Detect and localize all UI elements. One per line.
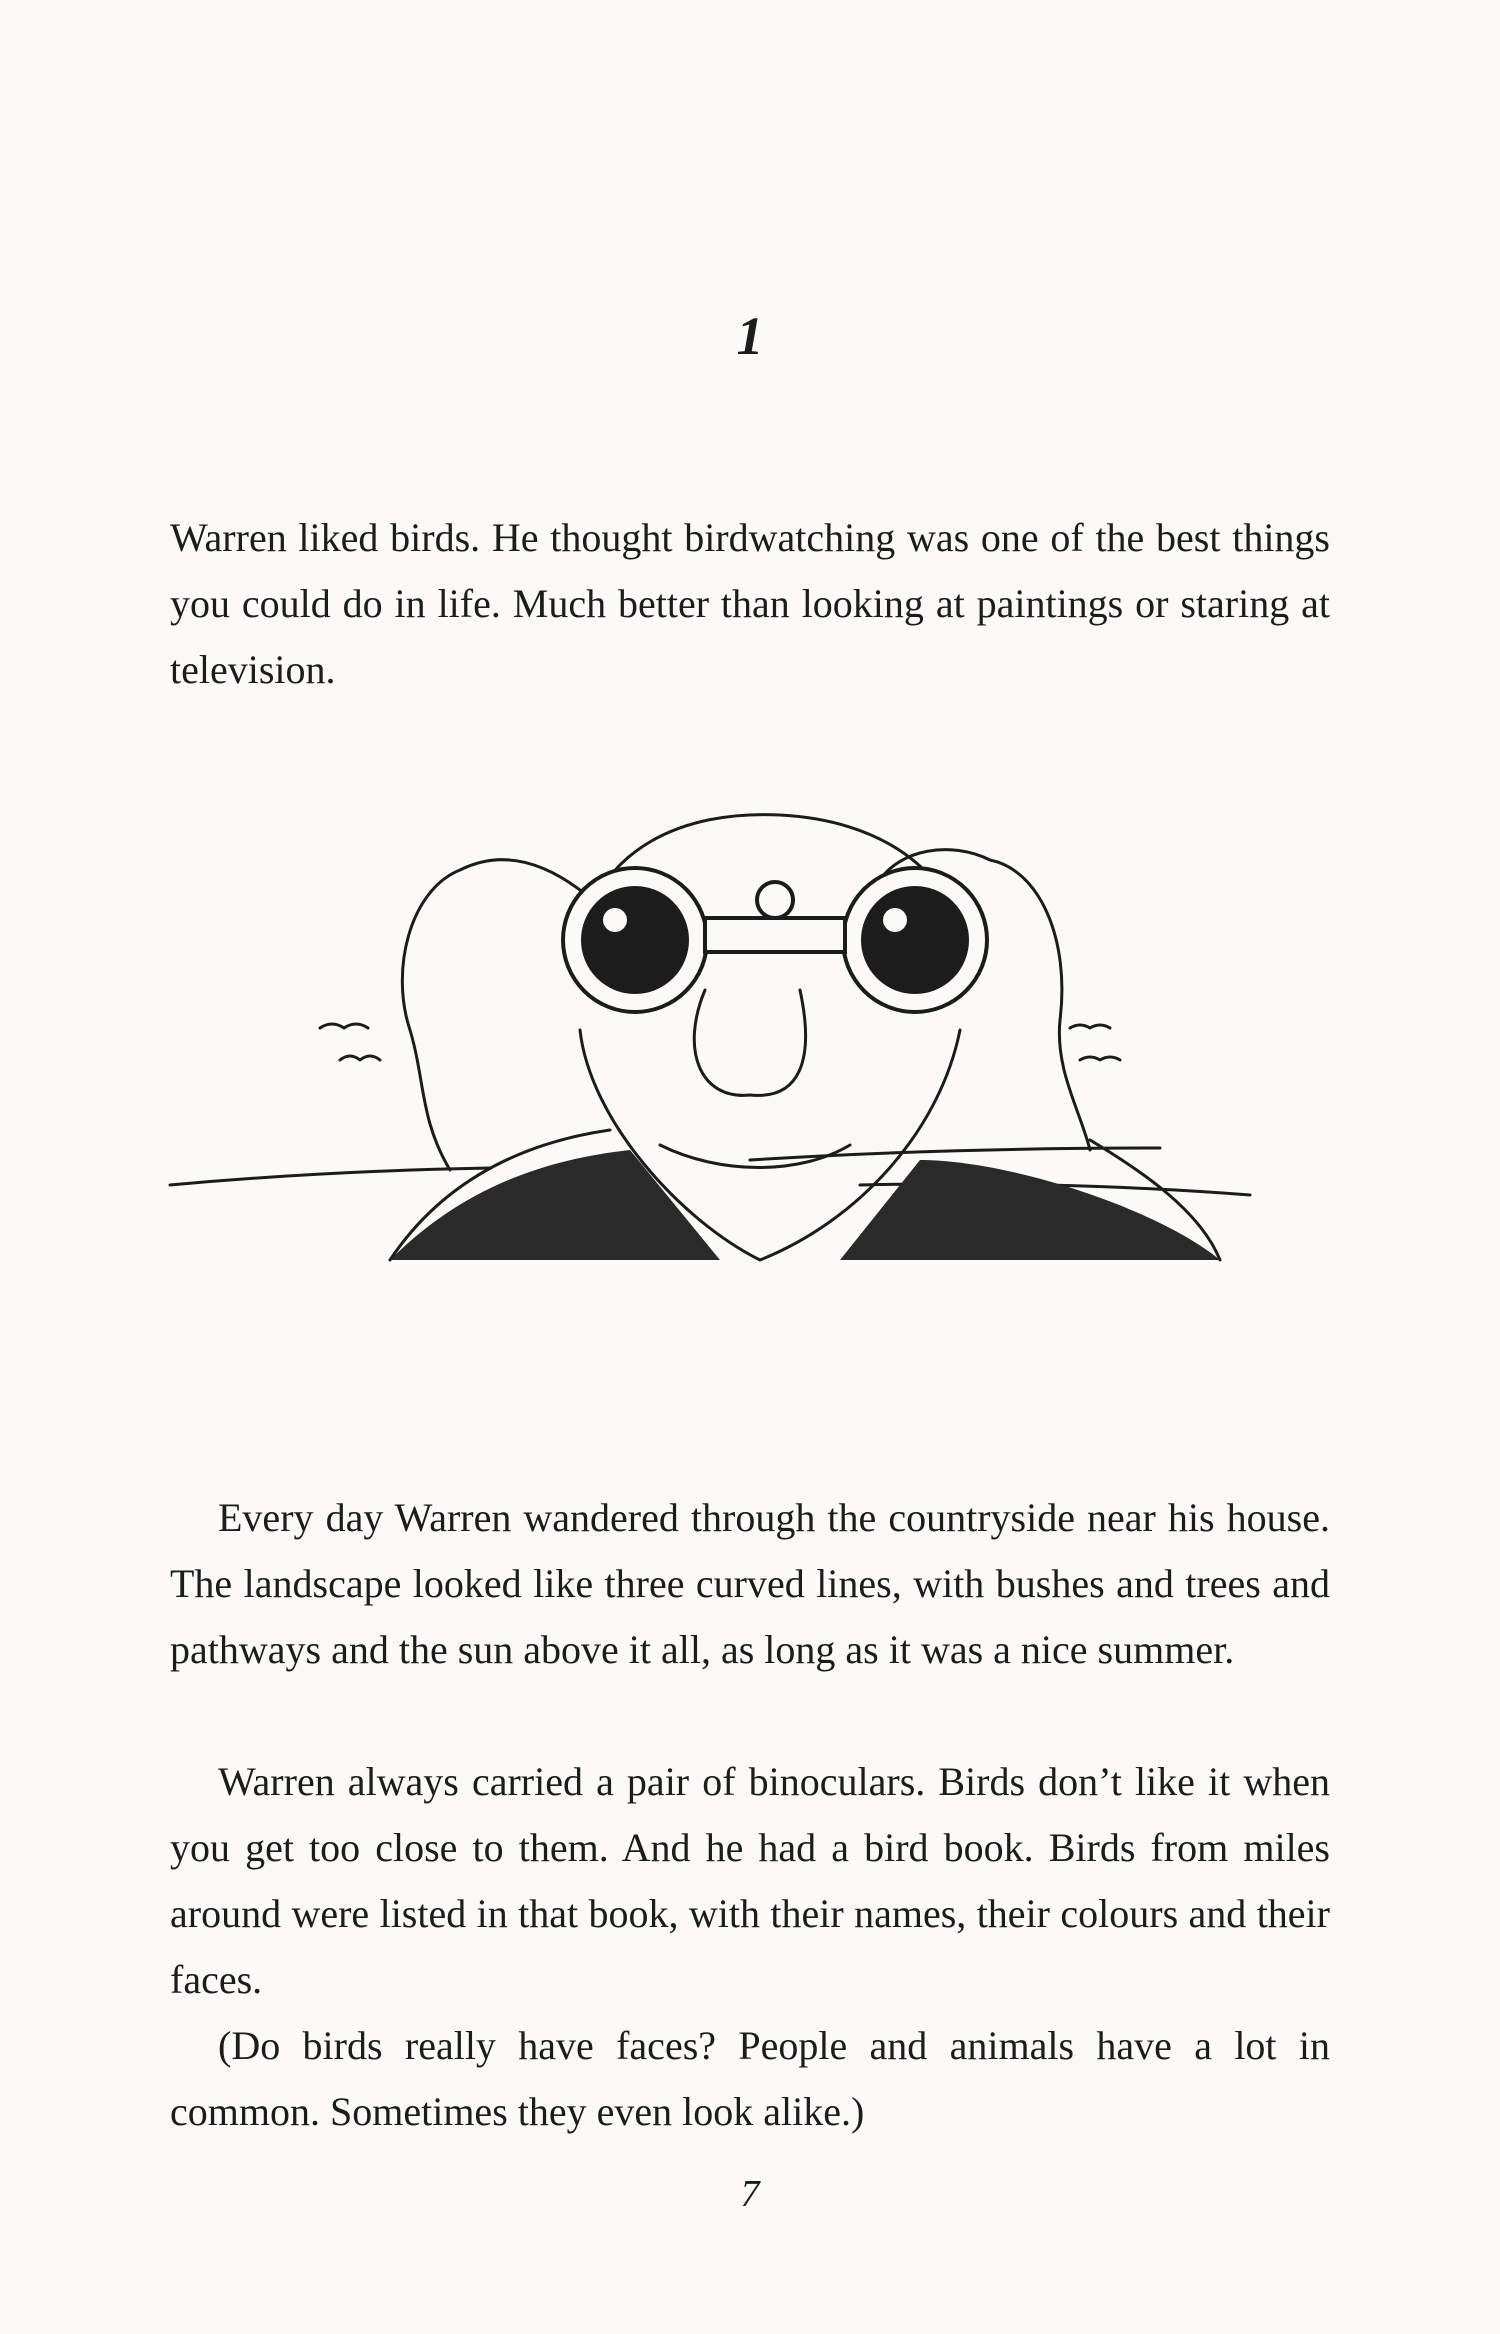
paragraph-3: Warren always carried a pair of binoculars. Birds don’t like it when you get too close to them. And he had a bird book. Birds from miles around were listed in that book, with their names, their colours and their faces. bbox=[170, 1759, 1330, 2002]
bird-icon bbox=[340, 1056, 380, 1060]
nose bbox=[694, 990, 805, 1095]
birdwatcher-illustration bbox=[160, 790, 1300, 1330]
bird-icon bbox=[1070, 1025, 1110, 1028]
binoculars-icon bbox=[563, 868, 987, 1012]
horizon-line bbox=[170, 1168, 490, 1185]
bird-icon bbox=[320, 1024, 368, 1028]
jacket-hatching bbox=[390, 1150, 1220, 1260]
bird-icon bbox=[1080, 1057, 1120, 1060]
page-number: 7 bbox=[740, 2173, 760, 2215]
horizon-line bbox=[750, 1148, 1160, 1160]
chapter-number: 1 bbox=[736, 306, 764, 366]
paragraph-2: Every day Warren wandered through the countryside near his house. The landscape looked like three curved lines, with bushes and trees and pathways and the sun above it all, as long as it was a nice summer. bbox=[170, 1495, 1330, 1672]
paragraph-1: Warren liked birds. He thought birdwatching was one of the best things you could do in life. Much better than looking at paintings or staring at television. bbox=[170, 515, 1330, 692]
paragraph-4: (Do birds really have faces? People and animals have a lot in common. Sometimes they even look alike.) bbox=[170, 2023, 1330, 2134]
left-hand bbox=[402, 860, 580, 1170]
